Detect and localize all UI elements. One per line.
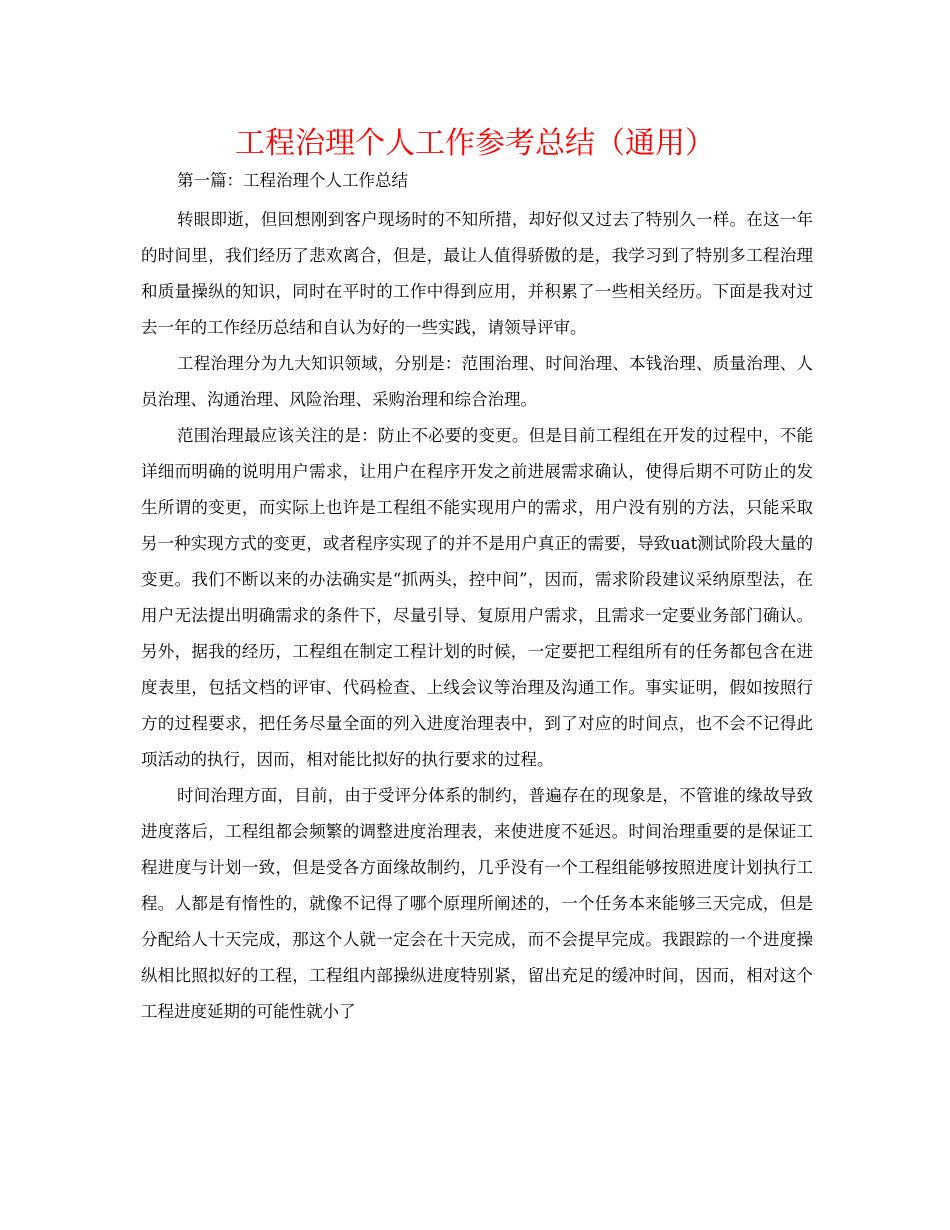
paragraph-knowledge-areas: 工程治理分为九大知识领域，分别是：范围治理、时间治理、本钱治理、质量治理、人员治理、沟通治理、风险治理、采购治理和综合治理。: [141, 354, 813, 409]
paragraph-intro: 转眼即逝，但回想刚到客户现场时的不知所措，却好似又过去了特别久一样。在这一年的时间里，我们经历了悲欢离合，但是，最让人值得骄傲的是，我学习到了特别多工程治理和质量操纵的知识，同时在平时的工作中得到应用，并积累了一些相关经历。下面是我对过去一年的工作经历总结和自认为好的一些实践，请领导评审。: [141, 210, 813, 337]
document-title: 工程治理个人工作参考总结（通用）: [235, 126, 715, 161]
section-heading: 第一篇：工程治理个人工作总结: [177, 171, 408, 190]
document-body: [141, 168, 813, 1030]
paragraph-time-management: 时间治理方面，目前，由于受评分体系的制约，普遍存在的现象是，不管谁的缘故导致进度落后，工程组都会频繁的调整进度治理表，来使进度不延迟。时间治理重要的是保证工程进度与计划一致，但是受各方面缘故制约，几乎没有一个工程组能够按照进度计划执行工程。人都是有惰性的，就像不记得了哪个原理所阐述的，一个任务本来能够三天完成，但是分配给人十天完成，那这个人就一定会在十天完成，而不会提早完成。我跟踪的一个进度操纵相比照拟好的工程，工程组内部操纵进度特别紧，留出充足的缓冲时间，因而，相对这个工程进度延期的可能性就小了: [141, 786, 813, 1021]
paragraph-scope-management: 范围治理最应该关注的是：防止不必要的变更。但是目前工程组在开发的过程中，不能详细而明确的说明用户需求，让用户在程序开发之前进展需求确认，使得后期不可防止的发生所谓的变更，而实际上也许是工程组不能实现用户的需求，用户没有别的方法，只能采取另一种实现方式的变更，或者程序实现了的并不是用户真正的需要，导致uat测试阶段大量的变更。我们不断以来的办法确实是“抓两头，控中间”，因而，需求阶段建议采纳原型法，在用户无法提出明确需求的条件下，尽量引导、复原用户需求，且需求一定要业务部门确认。另外，据我的经历，工程组在制定工程计划的时候，一定要把工程组所有的任务都包含在进度表里，包括文档的评审、代码检查、上线会议等治理及沟通工作。事实证明，假如按照行方的过程要求，把任务尽量全面的列入进度治理表中，到了对应的时间点，也不会不记得此项活动的执行，因而，相对能比拟好的执行要求的过程。: [141, 426, 813, 769]
